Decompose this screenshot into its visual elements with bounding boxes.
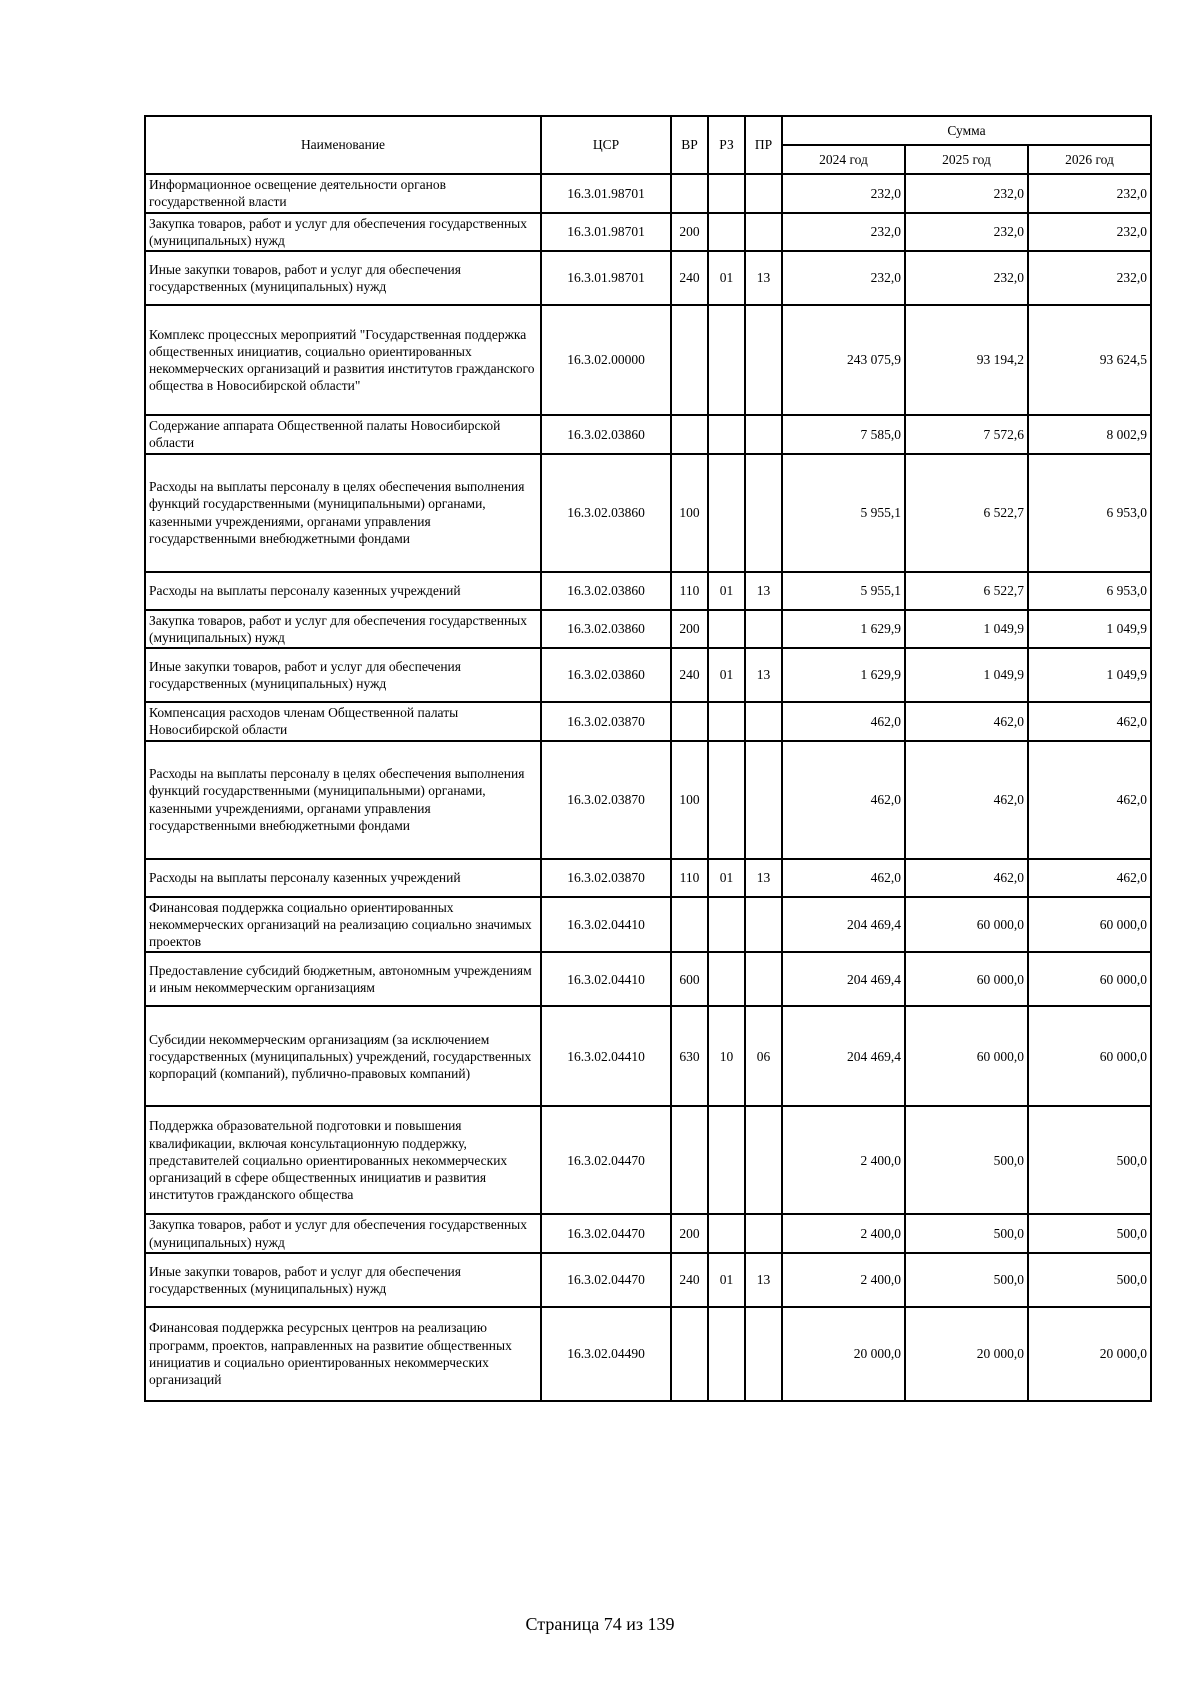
row-sum-2024: 2 400,0 — [782, 1253, 905, 1307]
row-pr: 13 — [745, 859, 782, 897]
row-sum-2024: 7 585,0 — [782, 415, 905, 454]
row-pr: 13 — [745, 648, 782, 702]
row-vr — [671, 174, 708, 213]
row-name: Содержание аппарата Общественной палаты Новосибирской области — [145, 415, 541, 454]
row-sum-2025: 6 522,7 — [905, 572, 1028, 610]
table-body — [145, 174, 1151, 1401]
row-name: Комплекс процессных мероприятий "Государственная поддержка общественных инициатив, социально ориентированных некоммерческих организаций и развития институтов гражданского общества в Новосибирской области" — [145, 305, 541, 415]
row-sum-2026: 20 000,0 — [1028, 1307, 1151, 1401]
row-sum-2024: 1 629,9 — [782, 610, 905, 649]
row-sum-2026: 232,0 — [1028, 251, 1151, 305]
row-csr: 16.3.02.04470 — [541, 1214, 671, 1253]
row-pr — [745, 213, 782, 252]
table-row — [145, 859, 1151, 897]
row-rz: 01 — [708, 648, 745, 702]
row-sum-2025: 462,0 — [905, 859, 1028, 897]
row-sum-2026: 1 049,9 — [1028, 648, 1151, 702]
row-csr: 16.3.02.03860 — [541, 454, 671, 572]
row-pr — [745, 174, 782, 213]
row-pr — [745, 305, 782, 415]
row-sum-2024: 5 955,1 — [782, 454, 905, 572]
row-pr: 06 — [745, 1006, 782, 1106]
row-csr: 16.3.02.04490 — [541, 1307, 671, 1401]
row-pr: 13 — [745, 572, 782, 610]
row-sum-2025: 500,0 — [905, 1253, 1028, 1307]
row-name: Иные закупки товаров, работ и услуг для обеспечения государственных (муниципальных) нужд — [145, 648, 541, 702]
row-sum-2025: 1 049,9 — [905, 610, 1028, 649]
header-vr: ВР — [671, 116, 708, 174]
row-pr — [745, 454, 782, 572]
table-row — [145, 610, 1151, 649]
header-rz: РЗ — [708, 116, 745, 174]
row-sum-2024: 462,0 — [782, 702, 905, 741]
row-sum-2026: 8 002,9 — [1028, 415, 1151, 454]
row-sum-2025: 462,0 — [905, 702, 1028, 741]
row-pr — [745, 610, 782, 649]
row-sum-2026: 232,0 — [1028, 213, 1151, 252]
row-pr — [745, 897, 782, 953]
row-sum-2026: 60 000,0 — [1028, 952, 1151, 1006]
table-row — [145, 952, 1151, 1006]
row-sum-2024: 462,0 — [782, 741, 905, 859]
row-sum-2024: 232,0 — [782, 251, 905, 305]
row-vr: 630 — [671, 1006, 708, 1106]
header-name: Наименование — [145, 116, 541, 174]
row-csr: 16.3.02.03860 — [541, 610, 671, 649]
row-pr — [745, 1214, 782, 1253]
row-sum-2026: 6 953,0 — [1028, 572, 1151, 610]
row-rz: 01 — [708, 251, 745, 305]
row-name: Субсидии некоммерческим организациям (за исключением государственных (муниципальных) учреждений, государственных корпораций (компаний), публично-правовых компаний) — [145, 1006, 541, 1106]
row-sum-2024: 232,0 — [782, 213, 905, 252]
row-csr: 16.3.02.04410 — [541, 1006, 671, 1106]
row-vr — [671, 415, 708, 454]
table-row — [145, 1307, 1151, 1401]
row-name: Иные закупки товаров, работ и услуг для обеспечения государственных (муниципальных) нужд — [145, 251, 541, 305]
row-sum-2025: 60 000,0 — [905, 952, 1028, 1006]
row-sum-2025: 1 049,9 — [905, 648, 1028, 702]
row-name: Информационное освещение деятельности органов государственной власти — [145, 174, 541, 213]
row-vr: 240 — [671, 1253, 708, 1307]
row-vr: 200 — [671, 1214, 708, 1253]
row-vr — [671, 702, 708, 741]
row-pr — [745, 952, 782, 1006]
row-pr — [745, 702, 782, 741]
row-csr: 16.3.02.04410 — [541, 952, 671, 1006]
row-csr: 16.3.02.04470 — [541, 1106, 671, 1214]
row-rz: 01 — [708, 859, 745, 897]
row-sum-2026: 500,0 — [1028, 1214, 1151, 1253]
row-name: Расходы на выплаты персоналу казенных учреждений — [145, 572, 541, 610]
row-sum-2024: 204 469,4 — [782, 897, 905, 953]
row-rz: 01 — [708, 1253, 745, 1307]
row-rz — [708, 897, 745, 953]
row-rz — [708, 174, 745, 213]
table-row — [145, 1006, 1151, 1106]
row-sum-2025: 20 000,0 — [905, 1307, 1028, 1401]
row-csr: 16.3.02.03870 — [541, 859, 671, 897]
row-sum-2026: 462,0 — [1028, 859, 1151, 897]
row-csr: 16.3.02.03860 — [541, 648, 671, 702]
row-pr: 13 — [745, 251, 782, 305]
budget-table — [144, 115, 1152, 1402]
row-sum-2025: 60 000,0 — [905, 897, 1028, 953]
row-sum-2026: 232,0 — [1028, 174, 1151, 213]
row-sum-2026: 93 624,5 — [1028, 305, 1151, 415]
row-vr: 100 — [671, 741, 708, 859]
table-row — [145, 572, 1151, 610]
row-name: Расходы на выплаты персоналу в целях обеспечения выполнения функций государственными (муниципальными) органами, казенными учреждениями, органами управления государственными внебюджетными фондами — [145, 741, 541, 859]
row-rz — [708, 415, 745, 454]
row-sum-2026: 500,0 — [1028, 1253, 1151, 1307]
table-row — [145, 1253, 1151, 1307]
row-rz — [708, 1307, 745, 1401]
row-name: Расходы на выплаты персоналу в целях обеспечения выполнения функций государственными (муниципальными) органами, казенными учреждениями, органами управления государственными внебюджетными фондами — [145, 454, 541, 572]
row-sum-2024: 2 400,0 — [782, 1214, 905, 1253]
row-sum-2025: 60 000,0 — [905, 1006, 1028, 1106]
row-sum-2025: 7 572,6 — [905, 415, 1028, 454]
row-pr: 13 — [745, 1253, 782, 1307]
table-row — [145, 741, 1151, 859]
row-sum-2026: 60 000,0 — [1028, 1006, 1151, 1106]
row-sum-2026: 1 049,9 — [1028, 610, 1151, 649]
row-rz — [708, 454, 745, 572]
table-row — [145, 1214, 1151, 1253]
row-vr: 200 — [671, 610, 708, 649]
row-csr: 16.3.02.00000 — [541, 305, 671, 415]
row-rz — [708, 1106, 745, 1214]
row-pr — [745, 1106, 782, 1214]
table-row — [145, 454, 1151, 572]
header-csr: ЦСР — [541, 116, 671, 174]
row-csr: 16.3.01.98701 — [541, 251, 671, 305]
row-name: Финансовая поддержка социально ориентированных некоммерческих организаций на реализацию социально значимых проектов — [145, 897, 541, 953]
header-sum: Сумма — [782, 116, 1151, 145]
row-name: Закупка товаров, работ и услуг для обеспечения государственных (муниципальных) нужд — [145, 213, 541, 252]
row-rz: 10 — [708, 1006, 745, 1106]
table-row — [145, 415, 1151, 454]
table-row — [145, 702, 1151, 741]
row-rz — [708, 952, 745, 1006]
header-pr: ПР — [745, 116, 782, 174]
row-sum-2025: 462,0 — [905, 741, 1028, 859]
row-sum-2025: 232,0 — [905, 213, 1028, 252]
row-name: Поддержка образовательной подготовки и повышения квалификации, включая консультационную поддержку, представителей социально ориентированных некоммерческих организаций в сфере общественных инициатив и развития институтов гражданского общества — [145, 1106, 541, 1214]
table-row — [145, 305, 1151, 415]
row-sum-2025: 500,0 — [905, 1214, 1028, 1253]
row-csr: 16.3.01.98701 — [541, 213, 671, 252]
row-vr: 200 — [671, 213, 708, 252]
row-vr — [671, 305, 708, 415]
row-vr: 110 — [671, 572, 708, 610]
row-sum-2026: 60 000,0 — [1028, 897, 1151, 953]
row-csr: 16.3.02.03860 — [541, 572, 671, 610]
row-pr — [745, 415, 782, 454]
row-sum-2025: 232,0 — [905, 251, 1028, 305]
header-year-2024: 2024 год — [782, 145, 905, 174]
table-row — [145, 897, 1151, 953]
row-sum-2024: 462,0 — [782, 859, 905, 897]
row-name: Расходы на выплаты персоналу казенных учреждений — [145, 859, 541, 897]
row-vr: 100 — [671, 454, 708, 572]
row-csr: 16.3.02.03860 — [541, 415, 671, 454]
row-name: Финансовая поддержка ресурсных центров на реализацию программ, проектов, направленных на развитие общественных инициатив и социально ориентированных некоммерческих организаций — [145, 1307, 541, 1401]
row-sum-2026: 462,0 — [1028, 702, 1151, 741]
row-sum-2024: 20 000,0 — [782, 1307, 905, 1401]
row-csr: 16.3.02.03870 — [541, 741, 671, 859]
row-sum-2025: 500,0 — [905, 1106, 1028, 1214]
row-vr — [671, 1307, 708, 1401]
row-sum-2024: 204 469,4 — [782, 952, 905, 1006]
row-rz — [708, 1214, 745, 1253]
row-csr: 16.3.02.04470 — [541, 1253, 671, 1307]
table-row — [145, 251, 1151, 305]
row-name: Иные закупки товаров, работ и услуг для обеспечения государственных (муниципальных) нужд — [145, 1253, 541, 1307]
row-sum-2024: 5 955,1 — [782, 572, 905, 610]
table-row — [145, 213, 1151, 252]
row-vr: 240 — [671, 251, 708, 305]
row-name: Закупка товаров, работ и услуг для обеспечения государственных (муниципальных) нужд — [145, 1214, 541, 1253]
row-pr — [745, 741, 782, 859]
row-sum-2024: 243 075,9 — [782, 305, 905, 415]
row-rz — [708, 741, 745, 859]
row-sum-2026: 500,0 — [1028, 1106, 1151, 1214]
page-number: Страница 74 из 139 — [525, 1614, 675, 1634]
row-csr: 16.3.02.03870 — [541, 702, 671, 741]
row-vr: 600 — [671, 952, 708, 1006]
table-row — [145, 1106, 1151, 1214]
table-row — [145, 648, 1151, 702]
header-year-2025: 2025 год — [905, 145, 1028, 174]
table-row — [145, 174, 1151, 213]
row-csr: 16.3.02.04410 — [541, 897, 671, 953]
row-vr: 110 — [671, 859, 708, 897]
row-sum-2025: 232,0 — [905, 174, 1028, 213]
row-sum-2025: 6 522,7 — [905, 454, 1028, 572]
row-sum-2026: 462,0 — [1028, 741, 1151, 859]
row-pr — [745, 1307, 782, 1401]
row-sum-2024: 1 629,9 — [782, 648, 905, 702]
row-sum-2026: 6 953,0 — [1028, 454, 1151, 572]
row-csr: 16.3.01.98701 — [541, 174, 671, 213]
row-sum-2024: 204 469,4 — [782, 1006, 905, 1106]
row-rz — [708, 213, 745, 252]
row-sum-2024: 2 400,0 — [782, 1106, 905, 1214]
header-year-2026: 2026 год — [1028, 145, 1151, 174]
row-vr — [671, 1106, 708, 1214]
row-rz — [708, 305, 745, 415]
row-name: Компенсация расходов членам Общественной палаты Новосибирской области — [145, 702, 541, 741]
row-rz — [708, 610, 745, 649]
row-sum-2025: 93 194,2 — [905, 305, 1028, 415]
row-sum-2024: 232,0 — [782, 174, 905, 213]
row-name: Предоставление субсидий бюджетным, автономным учреждениям и иным некоммерческим организациям — [145, 952, 541, 1006]
row-vr — [671, 897, 708, 953]
row-rz: 01 — [708, 572, 745, 610]
row-rz — [708, 702, 745, 741]
row-vr: 240 — [671, 648, 708, 702]
row-name: Закупка товаров, работ и услуг для обеспечения государственных (муниципальных) нужд — [145, 610, 541, 649]
